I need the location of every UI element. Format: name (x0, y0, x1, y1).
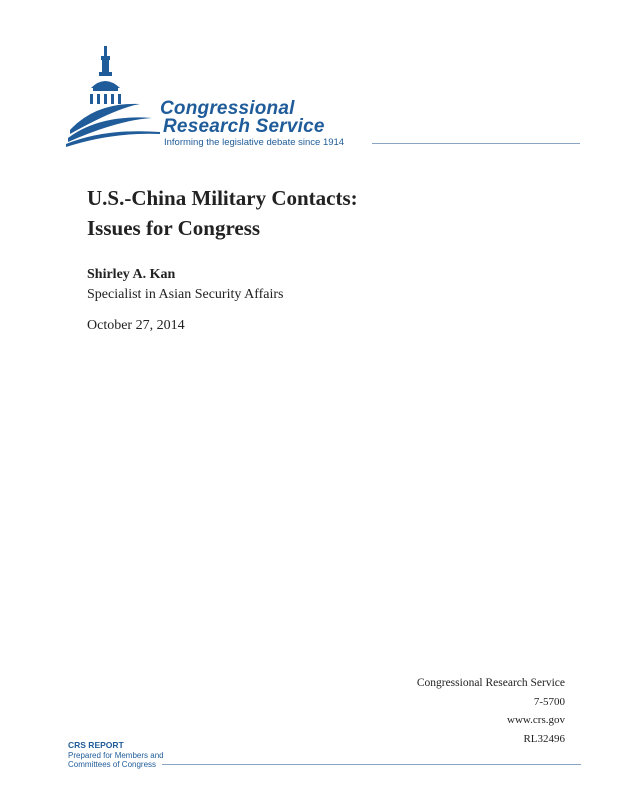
footer-line2: Prepared for Members and (68, 750, 164, 760)
logo-name-line1: Congressional (160, 98, 295, 119)
crs-info-block (417, 674, 565, 748)
crs-logo (66, 44, 586, 150)
footer-label (68, 741, 164, 770)
report-title-line1: U.S.-China Military Contacts: (87, 186, 358, 210)
report-title-line2: Issues for Congress (87, 216, 261, 240)
report-date: October 27, 2014 (87, 318, 185, 333)
logo-name-line2: Research Service (163, 116, 325, 137)
crs-organization: Congressional Research Service (416, 677, 565, 689)
author-role: Specialist in Asian Security Affairs (87, 287, 284, 302)
report-title (87, 183, 557, 243)
author-name: Shirley A. Kan (87, 267, 176, 282)
logo-tagline: Informing the legislative debate since 1914 (164, 137, 345, 148)
footer-heading: CRS REPORT (68, 740, 124, 750)
logo-divider (372, 143, 580, 144)
crs-report-number: RL32496 (523, 732, 565, 745)
footer-line3: Committees of Congress (68, 760, 157, 769)
crs-website[interactable]: www.crs.gov (507, 714, 565, 726)
footer-divider (162, 764, 581, 765)
crs-code: 7-5700 (533, 695, 565, 708)
capitol-dome-icon (66, 44, 162, 150)
